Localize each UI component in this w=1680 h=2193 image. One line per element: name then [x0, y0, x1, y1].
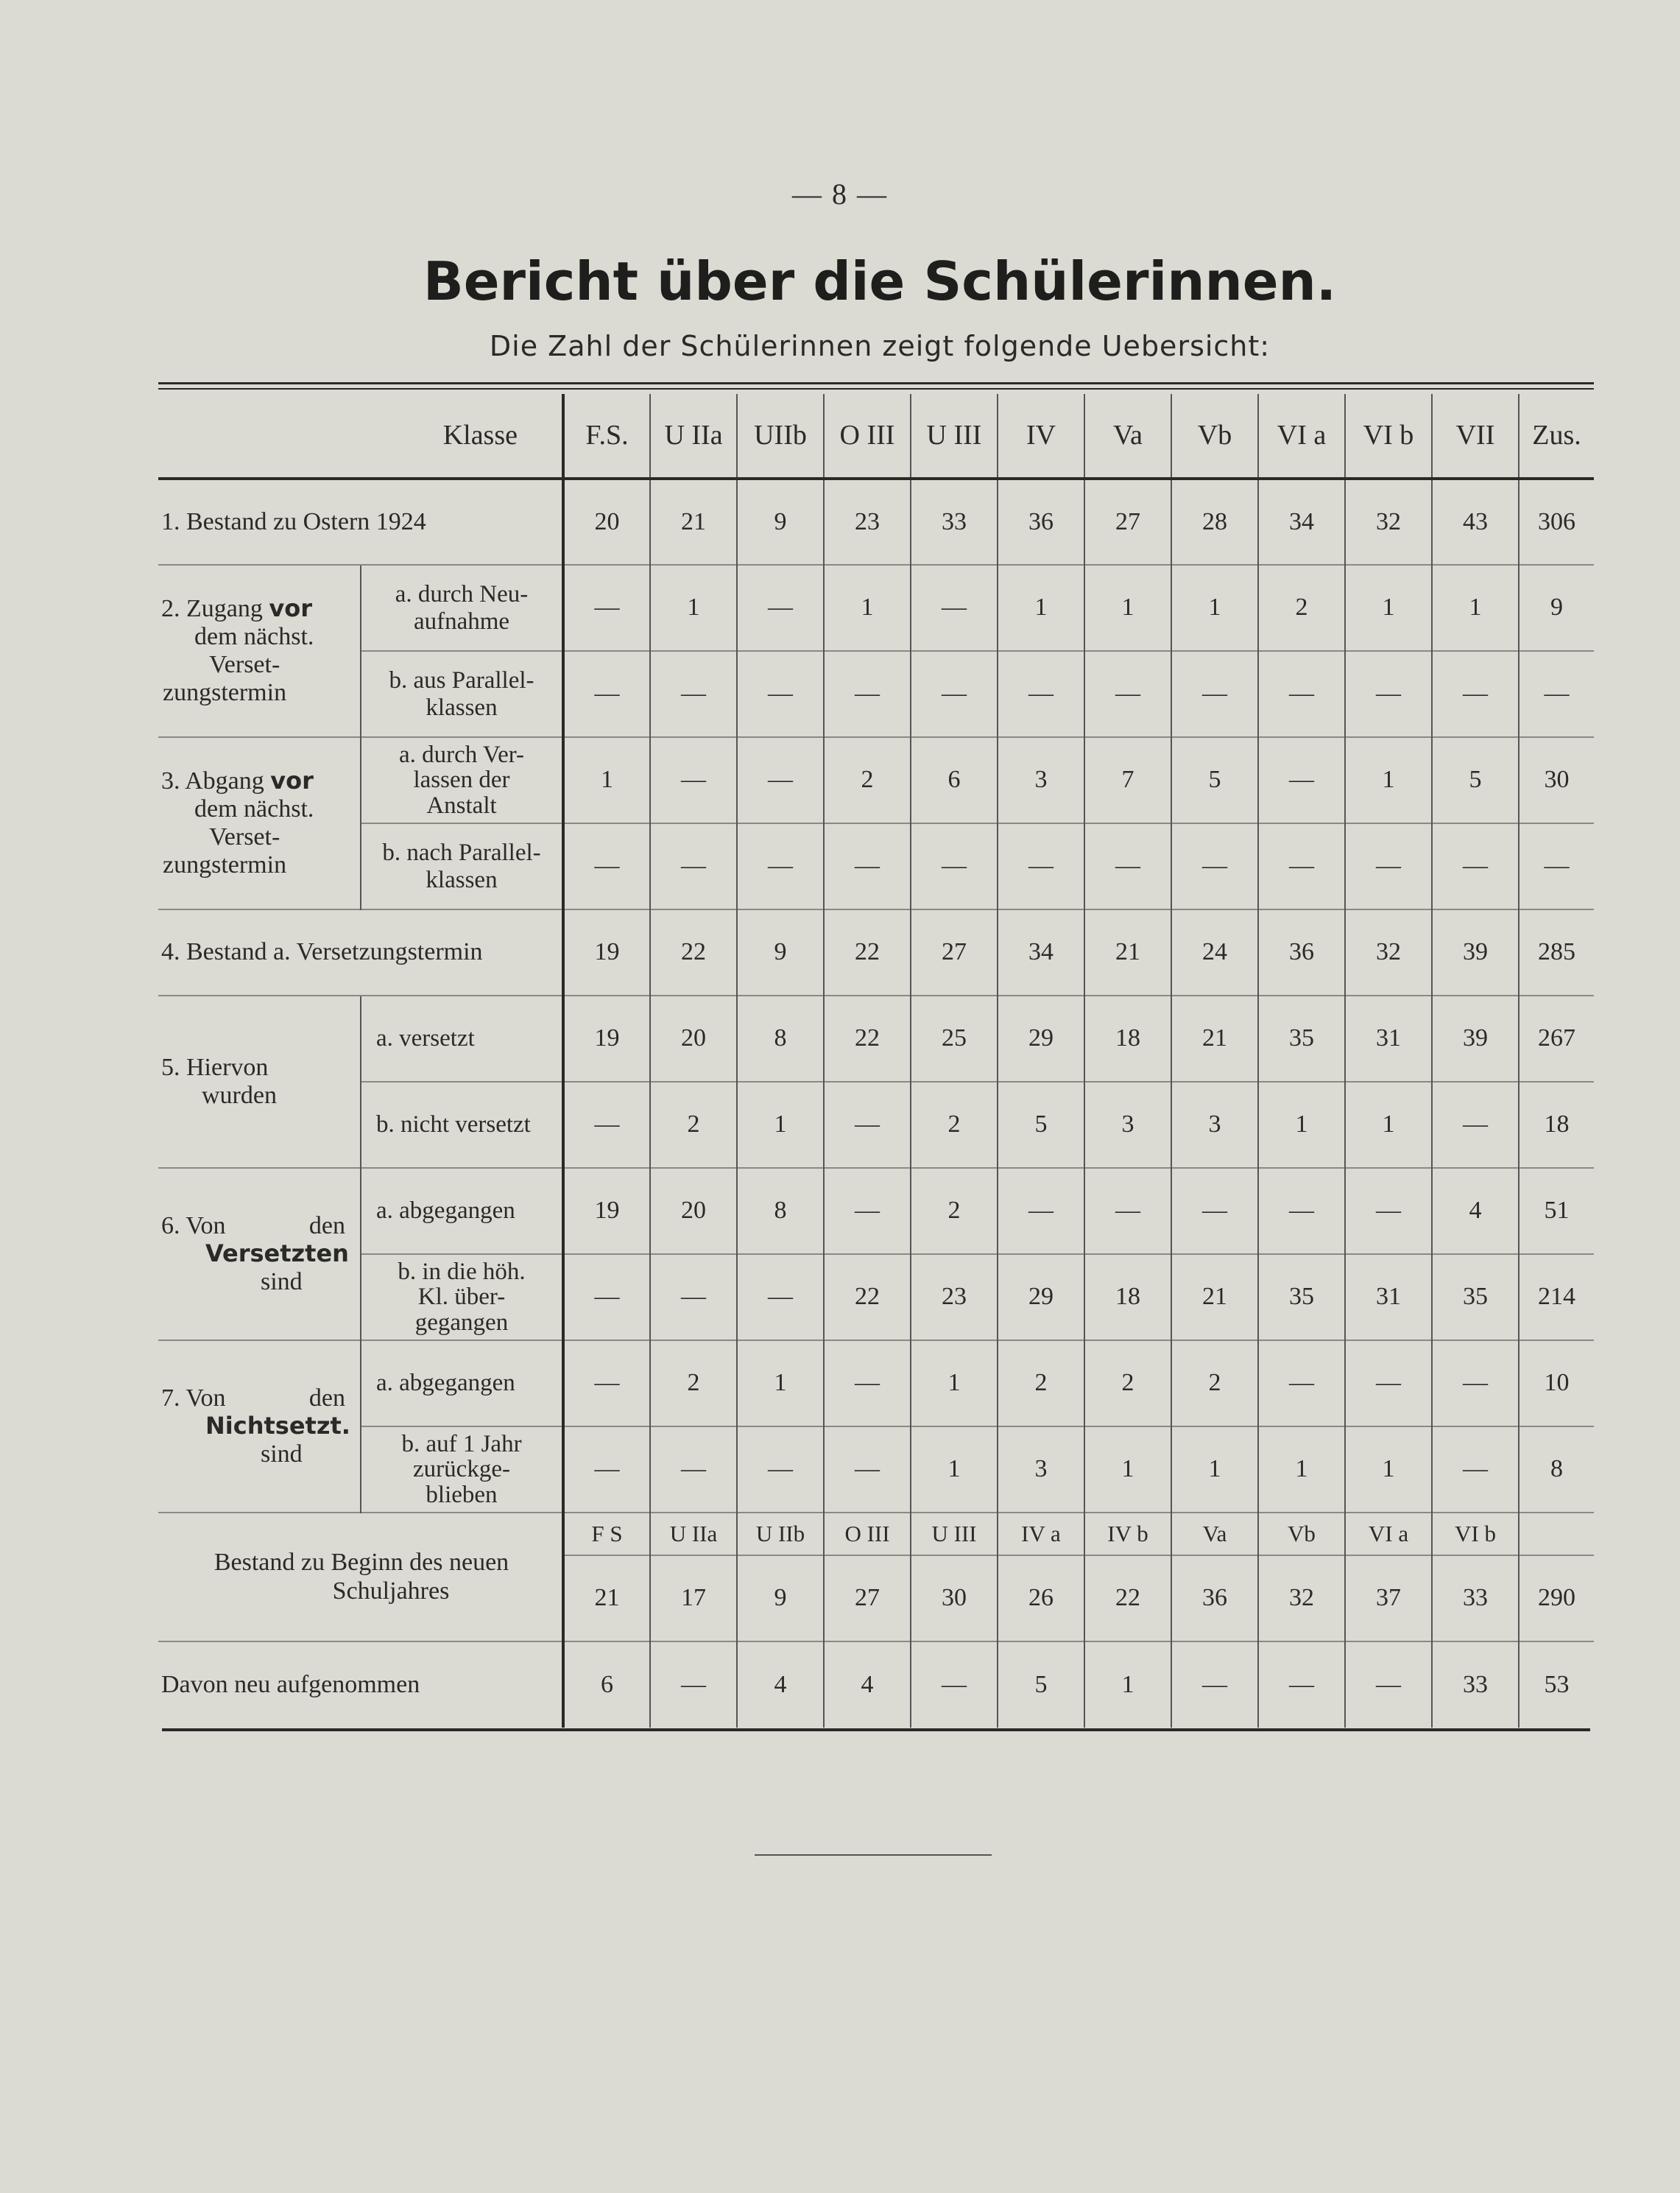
value-cell: 32	[1258, 1555, 1345, 1641]
value-cell: 39	[1432, 909, 1519, 996]
sub-text: b. nach Parallel-	[382, 839, 541, 866]
group-text: 6. Von	[161, 1211, 226, 1239]
sub-text: lassen der	[413, 767, 510, 794]
value-cell: 1	[737, 1082, 824, 1168]
sub-text: Anstalt	[426, 792, 497, 819]
value-cell: 23	[911, 1254, 998, 1340]
sub-label	[361, 1254, 563, 1340]
value-cell: 5	[1171, 737, 1258, 823]
new-year-class: F S	[563, 1513, 650, 1555]
value-cell: 3	[998, 737, 1084, 823]
value-cell: —	[1519, 823, 1594, 909]
value-cell: 214	[1519, 1254, 1594, 1340]
row-nichtsetzt-b	[158, 1426, 1594, 1513]
value-cell: 51	[1519, 1168, 1594, 1254]
group-line	[161, 1384, 360, 1412]
new-year-class: U III	[911, 1513, 998, 1555]
value-cell: 31	[1345, 996, 1432, 1082]
header-row	[158, 394, 1594, 479]
sub-text: Kl. über-	[417, 1284, 506, 1311]
value-cell: 1	[1345, 1426, 1432, 1513]
value-cell: 1	[1345, 737, 1432, 823]
value-cell: —	[1258, 1340, 1345, 1426]
value-cell: 18	[1084, 1254, 1171, 1340]
group-text: wurden	[202, 1082, 277, 1109]
value-cell: 9	[1519, 565, 1594, 651]
value-cell: 35	[1258, 1254, 1345, 1340]
value-cell: —	[1432, 823, 1519, 909]
value-cell: —	[737, 823, 824, 909]
row-zugang-b	[158, 651, 1594, 737]
value-cell: 21	[1084, 909, 1171, 996]
value-cell: 2	[1084, 1340, 1171, 1426]
value-cell: 32	[1345, 479, 1432, 565]
value-cell: 27	[911, 909, 998, 996]
value-cell: 36	[998, 479, 1084, 565]
value-cell: 20	[650, 996, 737, 1082]
col-header: IV	[998, 394, 1084, 479]
value-cell: 1	[650, 565, 737, 651]
value-cell: —	[737, 1426, 824, 1513]
row-new-admitted	[158, 1641, 1594, 1728]
value-cell: 3	[1084, 1082, 1171, 1168]
value-cell: 5	[998, 1082, 1084, 1168]
value-cell: —	[1258, 651, 1345, 737]
group-text: sind	[261, 1440, 303, 1468]
value-cell: 32	[1345, 909, 1432, 996]
value-cell: 34	[998, 909, 1084, 996]
value-cell: —	[737, 737, 824, 823]
value-cell: 21	[563, 1555, 650, 1641]
new-year-class: U IIa	[650, 1513, 737, 1555]
value-cell: 8	[1519, 1426, 1594, 1513]
page-subtitle: Die Zahl der Schülerinnen zeigt folgende Uebersicht:	[489, 330, 1271, 362]
value-cell: 20	[650, 1168, 737, 1254]
new-year-text: Bestand zu Beginn des neuen	[213, 1549, 509, 1577]
group-text: 3. Abgang	[161, 767, 264, 795]
value-cell: —	[1258, 1641, 1345, 1728]
sub-label: b. nicht versetzt	[361, 1082, 563, 1168]
group-text: 5. Hiervon	[161, 1053, 269, 1081]
sub-text: b. in die höh.	[398, 1258, 526, 1285]
value-cell: —	[563, 1082, 650, 1168]
group-text: 7. Von	[161, 1384, 226, 1412]
value-cell: —	[1432, 1340, 1519, 1426]
value-cell: 19	[563, 996, 650, 1082]
value-cell: —	[1084, 823, 1171, 909]
page-title: Bericht über die Schülerinnen.	[423, 250, 1337, 312]
value-cell: —	[1171, 651, 1258, 737]
value-cell: 4	[737, 1641, 824, 1728]
sub-label	[361, 1426, 563, 1513]
bottom-rule	[162, 1728, 1590, 1731]
sub-text: a. durch Ver-	[398, 741, 525, 768]
col-header: U III	[911, 394, 998, 479]
col-header: VII	[1432, 394, 1519, 479]
col-header: F.S.	[563, 394, 650, 479]
value-cell: 1	[1084, 1426, 1171, 1513]
value-cell: 1	[824, 565, 911, 651]
value-cell: 36	[1258, 909, 1345, 996]
group-label-hiervon	[158, 996, 361, 1168]
value-cell: 17	[650, 1555, 737, 1641]
sub-text: klassen	[426, 866, 498, 893]
sub-text: b. aus Parallel-	[389, 666, 534, 694]
col-header: U IIa	[650, 394, 737, 479]
col-header: VI a	[1258, 394, 1345, 479]
value-cell: 2	[650, 1082, 737, 1168]
row-label: 1. Bestand zu Ostern 1924	[161, 507, 426, 535]
group-label-versetzten	[158, 1168, 361, 1340]
value-cell: —	[1345, 1168, 1432, 1254]
sub-text: klassen	[426, 694, 498, 721]
new-year-label	[158, 1513, 563, 1641]
value-cell: 25	[911, 996, 998, 1082]
value-cell: 19	[563, 909, 650, 996]
value-cell: 26	[998, 1555, 1084, 1641]
value-cell: —	[737, 565, 824, 651]
value-cell: 3	[998, 1426, 1084, 1513]
value-cell: 29	[998, 1254, 1084, 1340]
group-text: 2. Zugang	[161, 594, 263, 622]
value-cell: 1	[1171, 565, 1258, 651]
value-cell: 22	[824, 909, 911, 996]
row-bestand-ostern	[158, 479, 1594, 565]
value-cell: 35	[1432, 1254, 1519, 1340]
value-cell: 1	[1258, 1082, 1345, 1168]
value-cell: —	[563, 1340, 650, 1426]
value-cell: —	[824, 1426, 911, 1513]
row-versetzten-b	[158, 1254, 1594, 1340]
value-cell: 2	[1258, 565, 1345, 651]
value-cell: —	[998, 823, 1084, 909]
value-cell: —	[1258, 1168, 1345, 1254]
sub-label: a. versetzt	[361, 996, 563, 1082]
value-cell: —	[824, 1082, 911, 1168]
group-bold: Versetzten	[205, 1239, 349, 1267]
row-abgang-b	[158, 823, 1594, 909]
col-header: O III	[824, 394, 911, 479]
value-cell: —	[1258, 737, 1345, 823]
value-cell: 27	[1084, 479, 1171, 565]
value-cell: —	[650, 1641, 737, 1728]
row-label: Davon neu aufgenommen	[158, 1641, 563, 1728]
value-cell: 35	[1258, 996, 1345, 1082]
col-header: VI b	[1345, 394, 1432, 479]
row-bestand-versetzungstermin	[158, 909, 1594, 996]
value-cell: 53	[1519, 1641, 1594, 1728]
value-cell: —	[1345, 823, 1432, 909]
value-cell: —	[824, 1340, 911, 1426]
value-cell: —	[1084, 651, 1171, 737]
value-cell: —	[650, 651, 737, 737]
value-cell: 22	[824, 996, 911, 1082]
value-cell: —	[911, 1641, 998, 1728]
group-text: dem nächst.	[194, 795, 314, 823]
group-bold: vor	[269, 594, 312, 622]
sub-text: a. durch Neu-	[395, 580, 529, 608]
value-cell: 39	[1432, 996, 1519, 1082]
value-cell: 21	[1171, 996, 1258, 1082]
group-bold: vor	[270, 766, 314, 795]
value-cell: 33	[911, 479, 998, 565]
value-cell: —	[911, 651, 998, 737]
value-cell: —	[563, 1426, 650, 1513]
value-cell: 8	[737, 996, 824, 1082]
value-cell: —	[650, 1254, 737, 1340]
value-cell: 1	[737, 1340, 824, 1426]
value-cell: 43	[1432, 479, 1519, 565]
value-cell: 31	[1345, 1254, 1432, 1340]
value-cell: —	[1432, 1082, 1519, 1168]
sub-text: blieben	[426, 1481, 498, 1508]
col-header: Zus.	[1519, 394, 1594, 479]
value-cell: 1	[1432, 565, 1519, 651]
col-header: Va	[1084, 394, 1171, 479]
value-cell: —	[998, 1168, 1084, 1254]
sub-text: aufnahme	[413, 608, 510, 635]
value-cell: —	[1171, 1168, 1258, 1254]
value-cell: 2	[650, 1340, 737, 1426]
col-header: UIIb	[737, 394, 824, 479]
group-line	[161, 1212, 360, 1240]
value-cell: 1	[911, 1426, 998, 1513]
group-text: Verset-	[209, 823, 280, 851]
value-cell: 37	[1345, 1555, 1432, 1641]
value-cell: 1	[1171, 1426, 1258, 1513]
new-year-class: Vb	[1258, 1513, 1345, 1555]
new-year-class: IV a	[998, 1513, 1084, 1555]
value-cell: 28	[1171, 479, 1258, 565]
row-nichtsetzt-a	[158, 1340, 1594, 1426]
row-label: 4. Bestand a. Versetzungstermin	[158, 909, 563, 996]
value-cell: 3	[1171, 1082, 1258, 1168]
value-cell: 33	[1432, 1555, 1519, 1641]
sub-text: b. auf 1 Jahr	[401, 1430, 522, 1457]
value-cell: —	[563, 1254, 650, 1340]
value-cell: —	[737, 1254, 824, 1340]
value-cell: 1	[1258, 1426, 1345, 1513]
value-cell: —	[650, 823, 737, 909]
value-cell: 2	[911, 1082, 998, 1168]
group-text: sind	[261, 1268, 303, 1296]
sub-text: gegangen	[414, 1309, 509, 1336]
value-cell: 33	[1432, 1641, 1519, 1728]
sub-label: a. abgegangen	[361, 1168, 563, 1254]
sub-label	[361, 823, 563, 909]
group-text: den	[308, 1211, 345, 1239]
group-label-zugang	[158, 565, 361, 737]
top-rule-1	[158, 382, 1594, 384]
row-hiervon-b	[158, 1082, 1594, 1168]
value-cell: 7	[1084, 737, 1171, 823]
value-cell: —	[1345, 1340, 1432, 1426]
value-cell: —	[1258, 823, 1345, 909]
value-cell: —	[563, 823, 650, 909]
header-klasse: Klasse	[158, 394, 563, 479]
group-text: den	[308, 1384, 345, 1412]
new-year-class: O III	[824, 1513, 911, 1555]
page-number: — 8 —	[792, 177, 888, 211]
value-cell: 23	[824, 479, 911, 565]
new-year-class: IV b	[1084, 1513, 1171, 1555]
new-year-class: Va	[1171, 1513, 1258, 1555]
value-cell: —	[824, 651, 911, 737]
sub-label: a. abgegangen	[361, 1340, 563, 1426]
value-cell: —	[650, 1426, 737, 1513]
new-year-class	[1519, 1513, 1594, 1555]
value-cell: 1	[998, 565, 1084, 651]
value-cell: 27	[824, 1555, 911, 1641]
value-cell: 6	[563, 1641, 650, 1728]
value-cell: 9	[737, 1555, 824, 1641]
top-rule-2	[158, 388, 1594, 390]
value-cell: 5	[1432, 737, 1519, 823]
sub-label	[361, 737, 563, 823]
group-label-nichtsetzt	[158, 1340, 361, 1513]
value-cell: 18	[1084, 996, 1171, 1082]
value-cell: 1	[1084, 565, 1171, 651]
value-cell: 285	[1519, 909, 1594, 996]
value-cell: —	[824, 1168, 911, 1254]
value-cell: —	[1519, 651, 1594, 737]
value-cell: —	[1432, 1426, 1519, 1513]
row-abgang-a	[158, 737, 1594, 823]
value-cell: —	[563, 565, 650, 651]
value-cell: 8	[737, 1168, 824, 1254]
new-year-text: Schuljahres	[332, 1577, 450, 1605]
value-cell: 4	[1432, 1168, 1519, 1254]
value-cell: —	[911, 565, 998, 651]
value-cell: 24	[1171, 909, 1258, 996]
value-cell: —	[911, 823, 998, 909]
value-cell: 1	[911, 1340, 998, 1426]
sub-label	[361, 651, 563, 737]
value-cell: 21	[1171, 1254, 1258, 1340]
row-hiervon-a	[158, 996, 1594, 1082]
value-cell: 34	[1258, 479, 1345, 565]
value-cell: —	[563, 651, 650, 737]
sub-text: zurückge-	[413, 1456, 510, 1483]
value-cell: 19	[563, 1168, 650, 1254]
value-cell: 2	[1171, 1340, 1258, 1426]
student-report-table	[158, 394, 1594, 1728]
group-text: Verset-	[209, 651, 280, 678]
new-year-class: VI a	[1345, 1513, 1432, 1555]
row-versetzten-a	[158, 1168, 1594, 1254]
new-year-class: U IIb	[737, 1513, 824, 1555]
value-cell: —	[1432, 651, 1519, 737]
group-text: zungstermin	[163, 851, 287, 879]
value-cell: 22	[650, 909, 737, 996]
value-cell: 290	[1519, 1555, 1594, 1641]
value-cell: —	[737, 651, 824, 737]
value-cell: 306	[1519, 479, 1594, 565]
value-cell: 9	[737, 909, 824, 996]
value-cell: 4	[824, 1641, 911, 1728]
col-header: Vb	[1171, 394, 1258, 479]
value-cell: 1	[1345, 1082, 1432, 1168]
value-cell: 18	[1519, 1082, 1594, 1168]
value-cell: 21	[650, 479, 737, 565]
row-new-year-classes	[158, 1513, 1594, 1555]
value-cell: 1	[563, 737, 650, 823]
value-cell: —	[1171, 823, 1258, 909]
value-cell: 2	[824, 737, 911, 823]
value-cell: 267	[1519, 996, 1594, 1082]
value-cell: 30	[911, 1555, 998, 1641]
row-zugang-a	[158, 565, 1594, 651]
value-cell: 1	[1084, 1641, 1171, 1728]
value-cell: 29	[998, 996, 1084, 1082]
value-cell: 20	[563, 479, 650, 565]
value-cell: 6	[911, 737, 998, 823]
value-cell: —	[1345, 651, 1432, 737]
value-cell: 36	[1171, 1555, 1258, 1641]
group-text: zungstermin	[163, 679, 287, 707]
value-cell: —	[824, 823, 911, 909]
value-cell: 30	[1519, 737, 1594, 823]
value-cell: 9	[737, 479, 824, 565]
value-cell: —	[1171, 1641, 1258, 1728]
group-bold: Nichtsetzt.	[205, 1411, 350, 1440]
sub-label	[361, 565, 563, 651]
value-cell: 22	[824, 1254, 911, 1340]
value-cell: 10	[1519, 1340, 1594, 1426]
new-year-class: VI b	[1432, 1513, 1519, 1555]
group-text: dem nächst.	[194, 622, 314, 650]
value-cell: 22	[1084, 1555, 1171, 1641]
value-cell: —	[998, 651, 1084, 737]
value-cell: —	[1345, 1641, 1432, 1728]
value-cell: 2	[998, 1340, 1084, 1426]
value-cell: 5	[998, 1641, 1084, 1728]
group-label-abgang	[158, 737, 361, 909]
value-cell: —	[1084, 1168, 1171, 1254]
value-cell: 1	[1345, 565, 1432, 651]
value-cell: —	[650, 737, 737, 823]
value-cell: 2	[911, 1168, 998, 1254]
end-rule	[755, 1854, 992, 1856]
